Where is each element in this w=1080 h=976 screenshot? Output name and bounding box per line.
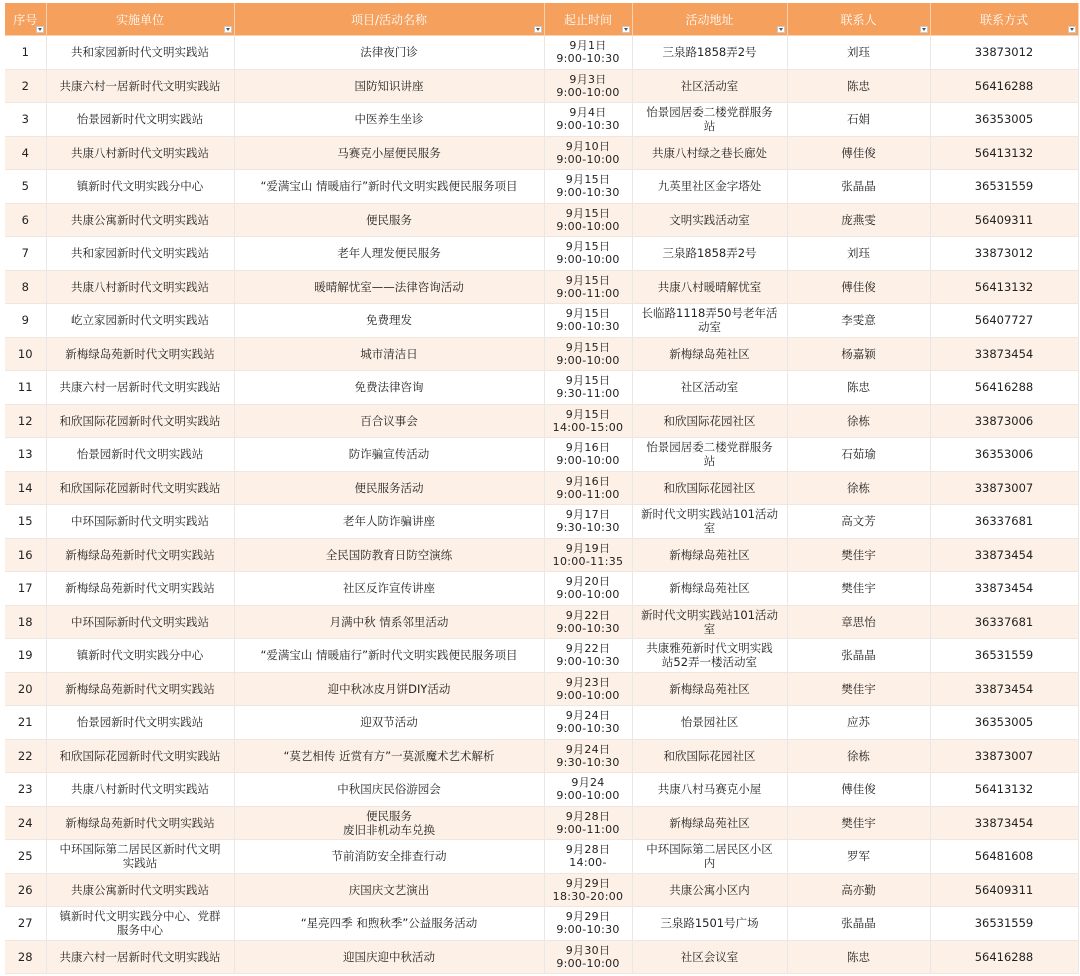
cell-no[interactable]: 3 — [5, 103, 46, 137]
table-row[interactable] — [5, 605, 1078, 639]
cell-activity-name[interactable]: 中医养生坐诊 — [234, 103, 544, 137]
cell-contact[interactable]: 陈忠 — [787, 69, 930, 103]
cell-activity-name[interactable]: 迎国庆迎中秋活动 — [234, 940, 544, 974]
cell-address[interactable]: 共康八村马赛克小屋 — [632, 773, 787, 807]
cell-contact[interactable]: 章思怡 — [787, 605, 930, 639]
cell-activity-name[interactable]: 全民国防教育日防空演练 — [234, 538, 544, 572]
table-row[interactable] — [5, 907, 1078, 941]
table-row[interactable] — [5, 538, 1078, 572]
cell-time[interactable]: 9月1日 9:00-10:30 — [544, 36, 632, 70]
cell-no[interactable]: 8 — [5, 270, 46, 304]
cell-phone[interactable]: 36353006 — [930, 438, 1078, 472]
cell-phone[interactable]: 56409311 — [930, 873, 1078, 907]
cell-unit[interactable]: 共和家园新时代文明实践站 — [46, 237, 234, 271]
cell-no[interactable]: 10 — [5, 337, 46, 371]
table-row[interactable] — [5, 773, 1078, 807]
filter-dropdown-icon[interactable] — [622, 26, 630, 33]
cell-contact[interactable]: 陈忠 — [787, 371, 930, 405]
cell-contact[interactable]: 李雯意 — [787, 304, 930, 338]
cell-contact[interactable]: 傅佳俊 — [787, 773, 930, 807]
cell-activity-name[interactable]: 迎双节活动 — [234, 706, 544, 740]
cell-address[interactable]: 共康雅苑新时代文明实践 站52弄一楼活动室 — [632, 639, 787, 673]
cell-unit[interactable]: 和欣国际花园新时代文明实践站 — [46, 471, 234, 505]
cell-no[interactable]: 18 — [5, 605, 46, 639]
table-row[interactable] — [5, 505, 1078, 539]
cell-time[interactable]: 9月30日 9:00-10:00 — [544, 940, 632, 974]
cell-contact[interactable]: 樊佳宇 — [787, 538, 930, 572]
cell-phone[interactable]: 56413132 — [930, 773, 1078, 807]
cell-contact[interactable]: 张晶晶 — [787, 907, 930, 941]
cell-no[interactable]: 14 — [5, 471, 46, 505]
cell-time[interactable]: 9月24日 9:00-10:30 — [544, 706, 632, 740]
cell-unit[interactable]: 新梅绿岛苑新时代文明实践站 — [46, 572, 234, 606]
cell-activity-name[interactable]: 便民服务活动 — [234, 471, 544, 505]
table-row[interactable] — [5, 873, 1078, 907]
cell-no[interactable]: 27 — [5, 907, 46, 941]
cell-address[interactable]: 社区活动室 — [632, 371, 787, 405]
cell-unit[interactable]: 共康公寓新时代文明实践站 — [46, 203, 234, 237]
header-phone[interactable]: 联系方式 — [930, 3, 1078, 36]
table-row[interactable] — [5, 840, 1078, 874]
cell-unit[interactable]: 共康六村一居新时代文明实践站 — [46, 69, 234, 103]
cell-unit[interactable]: 共康六村一居新时代文明实践站 — [46, 940, 234, 974]
cell-time[interactable]: 9月10日 9:00-10:00 — [544, 136, 632, 170]
cell-address[interactable]: 和欣国际花园社区 — [632, 739, 787, 773]
cell-no[interactable]: 22 — [5, 739, 46, 773]
cell-unit[interactable]: 和欣国际花园新时代文明实践站 — [46, 739, 234, 773]
cell-time[interactable]: 9月15日 9:00-10:00 — [544, 337, 632, 371]
cell-address[interactable]: 新梅绿岛苑社区 — [632, 806, 787, 840]
filter-dropdown-icon[interactable] — [224, 26, 232, 33]
cell-activity-name[interactable]: 老年人理发便民服务 — [234, 237, 544, 271]
cell-activity-name[interactable]: 老年人防诈骗讲座 — [234, 505, 544, 539]
cell-unit[interactable]: 共康八村新时代文明实践站 — [46, 136, 234, 170]
cell-no[interactable]: 20 — [5, 672, 46, 706]
table-row[interactable] — [5, 203, 1078, 237]
cell-phone[interactable]: 36353005 — [930, 706, 1078, 740]
cell-no[interactable]: 1 — [5, 36, 46, 70]
header-no[interactable]: 序号 — [5, 3, 46, 36]
cell-contact[interactable]: 傅佳俊 — [787, 136, 930, 170]
table-row[interactable] — [5, 404, 1078, 438]
cell-phone[interactable]: 56407727 — [930, 304, 1078, 338]
cell-time[interactable]: 9月22日 9:00-10:30 — [544, 639, 632, 673]
header-time[interactable]: 起止时间 — [544, 3, 632, 36]
cell-phone[interactable]: 33873454 — [930, 672, 1078, 706]
cell-unit[interactable]: 共康八村新时代文明实践站 — [46, 270, 234, 304]
cell-activity-name[interactable]: 百合议事会 — [234, 404, 544, 438]
cell-time[interactable]: 9月24 9:00-10:00 — [544, 773, 632, 807]
table-row[interactable] — [5, 69, 1078, 103]
cell-time[interactable]: 9月15日 9:00-10:30 — [544, 304, 632, 338]
table-row[interactable] — [5, 304, 1078, 338]
cell-phone[interactable]: 36531559 — [930, 907, 1078, 941]
cell-address[interactable]: 长临路1118弄50号老年活 动室 — [632, 304, 787, 338]
cell-address[interactable]: 和欣国际花园社区 — [632, 471, 787, 505]
table-row[interactable] — [5, 237, 1078, 271]
cell-activity-name[interactable]: 社区反诈宣传讲座 — [234, 572, 544, 606]
cell-unit[interactable]: 新梅绿岛苑新时代文明实践站 — [46, 538, 234, 572]
cell-phone[interactable]: 36337681 — [930, 505, 1078, 539]
cell-address[interactable]: 共康八村绿之巷长廊处 — [632, 136, 787, 170]
cell-address[interactable]: 怡景园居委二楼党群服务 站 — [632, 103, 787, 137]
cell-activity-name[interactable]: 防诈骗宣传活动 — [234, 438, 544, 472]
cell-no[interactable]: 21 — [5, 706, 46, 740]
spreadsheet — [5, 3, 1078, 974]
cell-activity-name[interactable]: 便民服务 — [234, 203, 544, 237]
cell-address[interactable]: 和欣国际花园社区 — [632, 404, 787, 438]
header-row — [5, 3, 1078, 36]
table-row[interactable] — [5, 672, 1078, 706]
cell-contact[interactable]: 刘珏 — [787, 36, 930, 70]
cell-no[interactable]: 9 — [5, 304, 46, 338]
cell-no[interactable]: 28 — [5, 940, 46, 974]
cell-activity-name[interactable]: 国防知识讲座 — [234, 69, 544, 103]
cell-activity-name[interactable]: 迎中秋冰皮月饼DIY活动 — [234, 672, 544, 706]
cell-activity-name[interactable]: “爱满宝山 情暖庙行”新时代文明实践便民服务项目 — [234, 170, 544, 204]
cell-phone[interactable]: 33873454 — [930, 806, 1078, 840]
cell-time[interactable]: 9月17日 9:30-10:30 — [544, 505, 632, 539]
cell-contact[interactable]: 徐栋 — [787, 739, 930, 773]
cell-no[interactable]: 25 — [5, 840, 46, 874]
cell-time[interactable]: 9月16日 9:00-10:00 — [544, 438, 632, 472]
cell-no[interactable]: 4 — [5, 136, 46, 170]
cell-time[interactable]: 9月15日 14:00-15:00 — [544, 404, 632, 438]
cell-contact[interactable]: 傅佳俊 — [787, 270, 930, 304]
cell-unit[interactable]: 镇新时代文明实践分中心 — [46, 639, 234, 673]
filter-dropdown-icon[interactable] — [1068, 26, 1076, 33]
cell-address[interactable]: 三泉路1858弄2号 — [632, 36, 787, 70]
cell-time[interactable]: 9月28日 9:00-11:00 — [544, 806, 632, 840]
cell-phone[interactable]: 36337681 — [930, 605, 1078, 639]
cell-time[interactable]: 9月16日 9:00-11:00 — [544, 471, 632, 505]
cell-contact[interactable]: 樊佳宇 — [787, 672, 930, 706]
cell-contact[interactable]: 高文芳 — [787, 505, 930, 539]
cell-no[interactable]: 19 — [5, 639, 46, 673]
cell-contact[interactable]: 石娟 — [787, 103, 930, 137]
cell-time[interactable]: 9月24日 9:30-10:30 — [544, 739, 632, 773]
cell-unit[interactable]: 镇新时代文明实践分中心、党群 服务中心 — [46, 907, 234, 941]
cell-contact[interactable]: 徐栋 — [787, 471, 930, 505]
table-row[interactable] — [5, 337, 1078, 371]
cell-address[interactable]: 怡景园居委二楼党群服务 站 — [632, 438, 787, 472]
cell-no[interactable]: 17 — [5, 572, 46, 606]
cell-unit[interactable]: 共康公寓新时代文明实践站 — [46, 873, 234, 907]
cell-phone[interactable]: 33873007 — [930, 739, 1078, 773]
table-row[interactable] — [5, 270, 1078, 304]
cell-activity-name[interactable]: 免费理发 — [234, 304, 544, 338]
cell-phone[interactable]: 36531559 — [930, 170, 1078, 204]
cell-phone[interactable]: 33873006 — [930, 404, 1078, 438]
cell-time[interactable]: 9月20日 9:00-10:00 — [544, 572, 632, 606]
cell-time[interactable]: 9月29日 9:00-10:30 — [544, 907, 632, 941]
table-row[interactable] — [5, 940, 1078, 974]
table-row[interactable] — [5, 471, 1078, 505]
cell-phone[interactable]: 56416288 — [930, 371, 1078, 405]
cell-phone[interactable]: 33873454 — [930, 337, 1078, 371]
cell-contact[interactable]: 张晶晶 — [787, 639, 930, 673]
cell-contact[interactable]: 徐栋 — [787, 404, 930, 438]
header-contact[interactable]: 联系人 — [787, 3, 930, 36]
cell-unit[interactable]: 怡景园新时代文明实践站 — [46, 438, 234, 472]
cell-address[interactable]: 社区活动室 — [632, 69, 787, 103]
cell-unit[interactable]: 中环国际新时代文明实践站 — [46, 505, 234, 539]
cell-phone[interactable]: 33873012 — [930, 36, 1078, 70]
cell-phone[interactable]: 56416288 — [930, 940, 1078, 974]
cell-contact[interactable]: 罗军 — [787, 840, 930, 874]
cell-activity-name[interactable]: 城市清洁日 — [234, 337, 544, 371]
table-row[interactable] — [5, 36, 1078, 70]
cell-address[interactable]: 文明实践活动室 — [632, 203, 787, 237]
cell-activity-name[interactable]: 中秋国庆民俗游园会 — [234, 773, 544, 807]
cell-no[interactable]: 16 — [5, 538, 46, 572]
cell-phone[interactable]: 56413132 — [930, 270, 1078, 304]
cell-contact[interactable]: 石茹瑜 — [787, 438, 930, 472]
filter-dropdown-icon[interactable] — [36, 26, 44, 33]
cell-activity-name[interactable]: 便民服务 废旧非机动车兑换 — [234, 806, 544, 840]
table-body — [5, 36, 1078, 974]
cell-contact[interactable]: 应苏 — [787, 706, 930, 740]
cell-address[interactable]: 中环国际第二居民区小区 内 — [632, 840, 787, 874]
cell-address[interactable]: 三泉路1501号广场 — [632, 907, 787, 941]
cell-unit[interactable]: 共和家园新时代文明实践站 — [46, 36, 234, 70]
cell-unit[interactable]: 新梅绿岛苑新时代文明实践站 — [46, 337, 234, 371]
cell-phone[interactable]: 33873007 — [930, 471, 1078, 505]
cell-no[interactable]: 6 — [5, 203, 46, 237]
cell-phone[interactable]: 56409311 — [930, 203, 1078, 237]
cell-time[interactable]: 9月15日 9:00-10:00 — [544, 203, 632, 237]
cell-no[interactable]: 11 — [5, 371, 46, 405]
table-row[interactable] — [5, 706, 1078, 740]
cell-phone[interactable]: 33873454 — [930, 538, 1078, 572]
cell-address[interactable]: 新梅绿岛苑社区 — [632, 672, 787, 706]
cell-contact[interactable]: 刘珏 — [787, 237, 930, 271]
header-activity-name[interactable]: 项目/活动名称 — [234, 3, 544, 36]
cell-phone[interactable]: 33873454 — [930, 572, 1078, 606]
cell-address[interactable]: 新时代文明实践站101活动 室 — [632, 605, 787, 639]
cell-contact[interactable]: 张晶晶 — [787, 170, 930, 204]
cell-unit[interactable]: 中环国际新时代文明实践站 — [46, 605, 234, 639]
cell-phone[interactable]: 33873012 — [930, 237, 1078, 271]
cell-no[interactable]: 23 — [5, 773, 46, 807]
table-row[interactable] — [5, 438, 1078, 472]
cell-unit[interactable]: 共康八村新时代文明实践站 — [46, 773, 234, 807]
cell-no[interactable]: 24 — [5, 806, 46, 840]
header-unit[interactable]: 实施单位 — [46, 3, 234, 36]
cell-address[interactable]: 共康公寓小区内 — [632, 873, 787, 907]
table-row[interactable] — [5, 806, 1078, 840]
cell-unit[interactable]: 新梅绿岛苑新时代文明实践站 — [46, 806, 234, 840]
filter-dropdown-icon[interactable] — [777, 26, 785, 33]
cell-contact[interactable]: 庞燕雯 — [787, 203, 930, 237]
cell-time[interactable]: 9月22日 9:00-10:30 — [544, 605, 632, 639]
cell-activity-name[interactable]: 暖晴解忧室——法律咨询活动 — [234, 270, 544, 304]
table-row[interactable] — [5, 103, 1078, 137]
cell-unit[interactable]: 屹立家园新时代文明实践站 — [46, 304, 234, 338]
cell-address[interactable]: 九英里社区金字塔处 — [632, 170, 787, 204]
filter-dropdown-icon[interactable] — [534, 26, 542, 33]
cell-unit[interactable]: 怡景园新时代文明实践站 — [46, 706, 234, 740]
table-row[interactable] — [5, 572, 1078, 606]
cell-unit[interactable]: 共康六村一居新时代文明实践站 — [46, 371, 234, 405]
cell-address[interactable]: 新梅绿岛苑社区 — [632, 538, 787, 572]
cell-phone[interactable]: 36531559 — [930, 639, 1078, 673]
cell-address[interactable]: 共康八村暖晴解忧室 — [632, 270, 787, 304]
table-row[interactable] — [5, 136, 1078, 170]
cell-phone[interactable]: 56481608 — [930, 840, 1078, 874]
cell-no[interactable]: 13 — [5, 438, 46, 472]
cell-address[interactable]: 三泉路1858弄2号 — [632, 237, 787, 271]
cell-time[interactable]: 9月28日 14:00- — [544, 840, 632, 874]
cell-address[interactable]: 新梅绿岛苑社区 — [632, 337, 787, 371]
cell-activity-name[interactable]: 节前消防安全排查行动 — [234, 840, 544, 874]
cell-address[interactable]: 新梅绿岛苑社区 — [632, 572, 787, 606]
cell-address[interactable]: 新时代文明实践站101活动 室 — [632, 505, 787, 539]
cell-contact[interactable]: 樊佳宇 — [787, 806, 930, 840]
cell-time[interactable]: 9月3日 9:00-10:00 — [544, 69, 632, 103]
cell-unit[interactable]: 怡景园新时代文明实践站 — [46, 103, 234, 137]
cell-no[interactable]: 2 — [5, 69, 46, 103]
cell-contact[interactable]: 杨嘉颖 — [787, 337, 930, 371]
cell-activity-name[interactable]: 月满中秋 情系邻里活动 — [234, 605, 544, 639]
table-row[interactable] — [5, 739, 1078, 773]
cell-time[interactable]: 9月29日 18:30-20:00 — [544, 873, 632, 907]
cell-phone[interactable]: 56413132 — [930, 136, 1078, 170]
cell-activity-name[interactable]: “莫艺相传 近赏有方”一莫派魔术艺术解析 — [234, 739, 544, 773]
cell-no[interactable]: 26 — [5, 873, 46, 907]
table-row[interactable] — [5, 639, 1078, 673]
cell-time[interactable]: 9月19日 10:00-11:35 — [544, 538, 632, 572]
cell-time[interactable]: 9月15日 9:00-10:00 — [544, 237, 632, 271]
cell-time[interactable]: 9月15日 9:00-10:30 — [544, 170, 632, 204]
cell-time[interactable]: 9月15日 9:30-11:00 — [544, 371, 632, 405]
filter-dropdown-icon[interactable] — [920, 26, 928, 33]
cell-no[interactable]: 5 — [5, 170, 46, 204]
table-row[interactable] — [5, 371, 1078, 405]
cell-no[interactable]: 12 — [5, 404, 46, 438]
cell-activity-name[interactable]: “星亮四季 和煦秋季”公益服务活动 — [234, 907, 544, 941]
cell-unit[interactable]: 镇新时代文明实践分中心 — [46, 170, 234, 204]
cell-no[interactable]: 7 — [5, 237, 46, 271]
cell-time[interactable]: 9月15日 9:00-11:00 — [544, 270, 632, 304]
cell-address[interactable]: 社区会议室 — [632, 940, 787, 974]
cell-no[interactable]: 15 — [5, 505, 46, 539]
cell-activity-name[interactable]: “爱满宝山 情暖庙行”新时代文明实践便民服务项目 — [234, 639, 544, 673]
cell-phone[interactable]: 56416288 — [930, 69, 1078, 103]
header-address[interactable]: 活动地址 — [632, 3, 787, 36]
cell-contact[interactable]: 高亦勤 — [787, 873, 930, 907]
cell-contact[interactable]: 陈忠 — [787, 940, 930, 974]
cell-unit[interactable]: 和欣国际花园新时代文明实践站 — [46, 404, 234, 438]
cell-address[interactable]: 怡景园社区 — [632, 706, 787, 740]
cell-activity-name[interactable]: 马赛克小屋便民服务 — [234, 136, 544, 170]
cell-time[interactable]: 9月23日 9:00-10:00 — [544, 672, 632, 706]
cell-time[interactable]: 9月4日 9:00-10:30 — [544, 103, 632, 137]
cell-activity-name[interactable]: 免费法律咨询 — [234, 371, 544, 405]
cell-contact[interactable]: 樊佳宇 — [787, 572, 930, 606]
cell-activity-name[interactable]: 庆国庆文艺演出 — [234, 873, 544, 907]
cell-phone[interactable]: 36353005 — [930, 103, 1078, 137]
cell-activity-name[interactable]: 法律夜门诊 — [234, 36, 544, 70]
cell-unit[interactable]: 中环国际第二居民区新时代文明 实践站 — [46, 840, 234, 874]
activity-table — [5, 3, 1079, 974]
table-row[interactable] — [5, 170, 1078, 204]
cell-unit[interactable]: 新梅绿岛苑新时代文明实践站 — [46, 672, 234, 706]
